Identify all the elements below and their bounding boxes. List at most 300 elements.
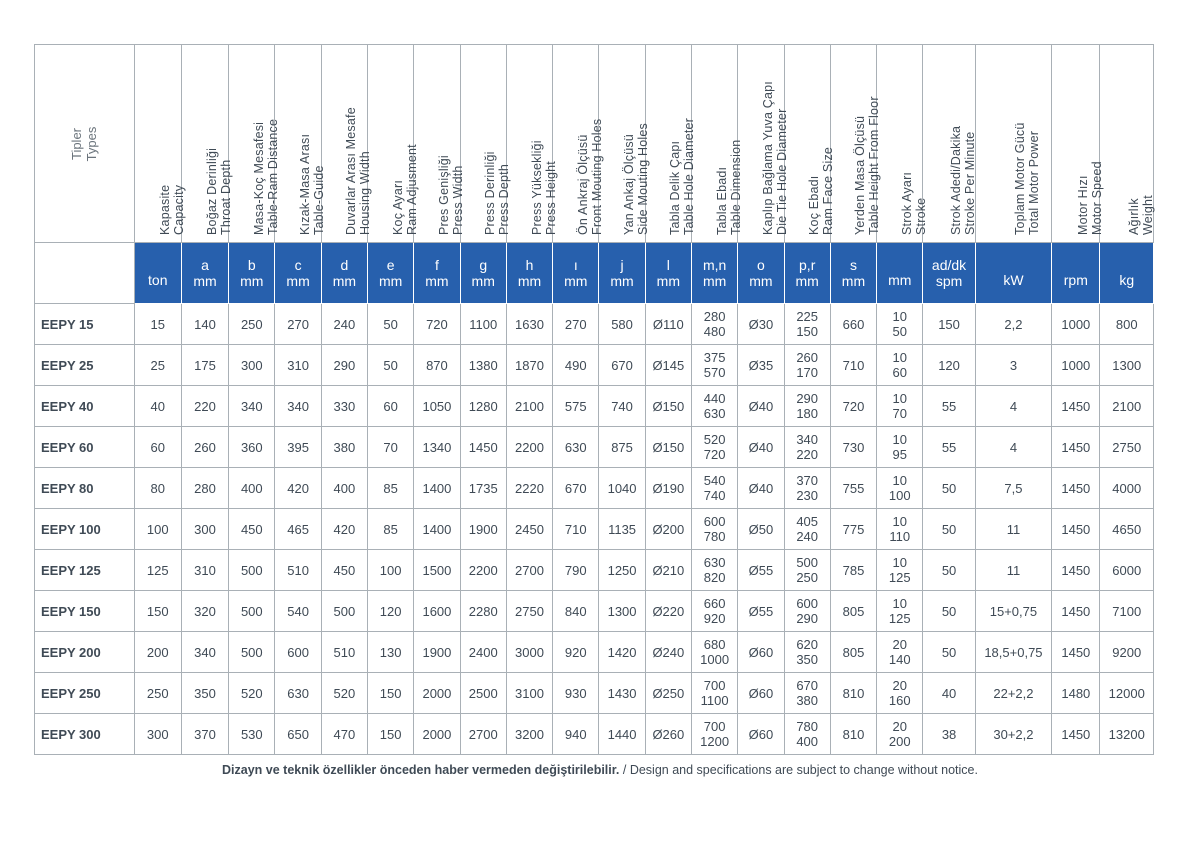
cell-line: 225 <box>796 309 819 324</box>
table-cell: 50 <box>368 345 414 386</box>
cell-line: 700 <box>703 719 726 734</box>
model-name: EEPY 40 <box>35 386 135 427</box>
table-cell: 630 <box>553 427 599 468</box>
unit-symbol: m,n <box>702 257 727 273</box>
table-cell: 22+2,2 <box>975 673 1051 714</box>
unit-name: mm <box>193 273 217 289</box>
cell-line: 125 <box>888 611 911 626</box>
table-cell: 510 <box>275 550 321 591</box>
table-cell: 50 <box>923 468 975 509</box>
table-cell: 510 <box>321 632 367 673</box>
table-cell: 4650 <box>1100 509 1154 550</box>
table-cell: 60 <box>134 427 181 468</box>
table-cell: Ø40 <box>738 468 784 509</box>
table-cell: Ø150 <box>645 427 691 468</box>
column-header-en: Side Mouting Holes <box>636 123 651 235</box>
column-header <box>1100 45 1154 243</box>
cell-line: 400 <box>796 734 819 749</box>
table-cell: 2750 <box>506 591 552 632</box>
cell-line: 125 <box>888 570 911 585</box>
column-header-tr: Boğaz Derinliği <box>205 147 220 235</box>
table-cell: 9200 <box>1100 632 1154 673</box>
table-cell: 1450 <box>1052 427 1100 468</box>
table-cell: 1600 <box>414 591 460 632</box>
unit-name: spm <box>935 273 963 289</box>
table-cell: 730 <box>830 427 876 468</box>
table-cell <box>784 591 830 632</box>
table-cell: 340 <box>181 632 228 673</box>
column-header-tr: Toplam Motor Gücü <box>1013 122 1028 235</box>
table-cell: 85 <box>368 509 414 550</box>
table-cell: 2700 <box>460 714 506 755</box>
unit-cell <box>460 243 506 304</box>
table-cell <box>691 345 737 386</box>
table-cell: 650 <box>275 714 321 755</box>
cell-line: 230 <box>796 488 819 503</box>
table-cell: 805 <box>830 591 876 632</box>
footnote-tr: Dizayn ve teknik özellikler önceden haber vermeden değiştirilebilir. <box>222 763 620 777</box>
table-cell: 3200 <box>506 714 552 755</box>
cell-line: 440 <box>703 391 726 406</box>
table-cell: 2280 <box>460 591 506 632</box>
table-cell: 220 <box>181 386 228 427</box>
table-cell: 3 <box>975 345 1051 386</box>
unit-symbol: s <box>849 257 857 273</box>
cell-line: 1000 <box>700 652 730 667</box>
table-cell: 40 <box>923 673 975 714</box>
table-cell: 1870 <box>506 345 552 386</box>
unit-cell <box>1052 243 1100 304</box>
unit-symbol: ad/dk <box>931 257 967 273</box>
table-cell <box>691 632 737 673</box>
table-cell: 1430 <box>599 673 645 714</box>
table-row <box>35 550 1154 591</box>
column-header-en: Press Width <box>450 165 465 235</box>
table-cell: Ø190 <box>645 468 691 509</box>
column-header-en: Press Height <box>543 161 558 235</box>
table-row <box>35 509 1154 550</box>
table-cell: 740 <box>599 386 645 427</box>
table-cell: Ø35 <box>738 345 784 386</box>
unit-name: mm <box>795 273 819 289</box>
cell-line: 540 <box>703 473 726 488</box>
table-cell: 85 <box>368 468 414 509</box>
table-cell: 1250 <box>599 550 645 591</box>
table-cell: 600 <box>275 632 321 673</box>
table-cell <box>691 591 737 632</box>
column-header-en: Die Tie Hole Diameter <box>774 108 789 235</box>
column-header <box>923 45 978 243</box>
table-cell: 810 <box>830 673 876 714</box>
table-cell: 875 <box>599 427 645 468</box>
table-cell: 270 <box>553 304 599 345</box>
table-row <box>35 591 1154 632</box>
table-cell <box>784 673 830 714</box>
cell-line: 10 <box>892 514 907 529</box>
table-cell: 300 <box>229 345 275 386</box>
table-cell <box>784 427 830 468</box>
unit-name: mm <box>702 273 727 289</box>
footnote <box>0 763 1200 777</box>
column-header-en: Front Mouting Holes <box>589 118 604 235</box>
table-cell: 710 <box>553 509 599 550</box>
table-cell: 1450 <box>1052 591 1100 632</box>
table-cell: Ø220 <box>645 591 691 632</box>
table-cell: 80 <box>134 468 181 509</box>
unit-symbol: d <box>340 257 349 273</box>
table-cell: 720 <box>830 386 876 427</box>
table-cell: 660 <box>830 304 876 345</box>
column-header-tr: Koç Ayarı <box>390 179 405 235</box>
unit-name: mm <box>749 273 773 289</box>
table-cell: 785 <box>830 550 876 591</box>
table-cell: 540 <box>275 591 321 632</box>
table-cell <box>877 345 923 386</box>
column-header-en: Ram Adjusment <box>404 144 419 235</box>
table-cell: 940 <box>553 714 599 755</box>
table-cell: 1450 <box>1052 386 1100 427</box>
unit-cell <box>784 243 830 304</box>
column-header <box>414 45 465 243</box>
cell-line: 700 <box>703 678 726 693</box>
table-cell: Ø40 <box>738 386 784 427</box>
table-cell: 15+0,75 <box>975 591 1051 632</box>
table-cell: Ø110 <box>645 304 691 345</box>
cell-line: 1200 <box>700 734 730 749</box>
column-header-tr: Yan Ankaj Ölçüsü <box>622 134 637 235</box>
table-cell: 6000 <box>1100 550 1154 591</box>
table-cell: 130 <box>368 632 414 673</box>
cell-line: 520 <box>703 432 726 447</box>
table-row <box>35 673 1154 714</box>
table-cell: 55 <box>923 427 975 468</box>
table-cell: 30+2,2 <box>975 714 1051 755</box>
table-cell: 670 <box>553 468 599 509</box>
column-header-tr: Strok Adedi/Dakika <box>949 125 964 235</box>
types-label-tr: Tipler <box>69 127 85 160</box>
column-header <box>738 45 789 243</box>
unit-cell <box>134 243 181 304</box>
units-row <box>35 243 1154 304</box>
table-cell: 55 <box>923 386 975 427</box>
table-cell <box>784 509 830 550</box>
cell-line: 260 <box>796 350 819 365</box>
table-cell <box>877 591 923 632</box>
table-cell: 1100 <box>460 304 506 345</box>
table-cell: 465 <box>275 509 321 550</box>
table-cell: 710 <box>830 345 876 386</box>
cell-line: 370 <box>796 473 819 488</box>
cell-line: 100 <box>888 488 911 503</box>
footnote-en: / Design and specifications are subject to change without notice. <box>619 763 978 777</box>
table-cell <box>784 632 830 673</box>
table-cell: Ø200 <box>645 509 691 550</box>
table-cell: 360 <box>229 427 275 468</box>
table-cell: 310 <box>181 550 228 591</box>
table-cell: 1900 <box>460 509 506 550</box>
table-cell: 2750 <box>1100 427 1154 468</box>
unit-name: mm <box>610 273 634 289</box>
unit-symbol: o <box>757 257 765 273</box>
cell-line: 150 <box>796 324 819 339</box>
column-header-en: Weight <box>1140 195 1155 235</box>
table-cell: 150 <box>368 714 414 755</box>
table-cell: 450 <box>229 509 275 550</box>
model-name: EEPY 100 <box>35 509 135 550</box>
unit-cell <box>1100 243 1154 304</box>
cell-line: 820 <box>703 570 726 585</box>
table-cell: 3000 <box>506 632 552 673</box>
cell-line: 1100 <box>700 693 729 708</box>
table-cell: Ø150 <box>645 386 691 427</box>
table-cell: 400 <box>229 468 275 509</box>
column-header <box>784 45 836 243</box>
header-row <box>35 45 1154 243</box>
unit-cell <box>275 243 321 304</box>
unit-cell <box>368 243 414 304</box>
table-cell: 2100 <box>506 386 552 427</box>
cell-line: 720 <box>703 447 726 462</box>
column-header <box>599 45 651 243</box>
unit-cell <box>553 243 599 304</box>
table-cell <box>784 304 830 345</box>
unit-name: mm <box>286 273 310 289</box>
table-cell: 755 <box>830 468 876 509</box>
cell-line: 170 <box>796 365 819 380</box>
cell-line: 405 <box>796 514 819 529</box>
table-cell: 1450 <box>1052 509 1100 550</box>
column-header <box>830 45 882 243</box>
column-header <box>134 45 186 243</box>
table-cell: 50 <box>923 591 975 632</box>
table-cell: 400 <box>321 468 367 509</box>
unit-cell <box>877 243 923 304</box>
column-header-en: Table Height From Floor <box>867 96 882 235</box>
column-header-tr: Strok Ayarı <box>899 171 914 235</box>
table-cell: 2000 <box>414 673 460 714</box>
table-cell: Ø60 <box>738 714 784 755</box>
column-header <box>275 45 327 243</box>
table-cell: 50 <box>923 550 975 591</box>
cell-line: 480 <box>703 324 726 339</box>
unit-name: mm <box>656 273 680 289</box>
model-name: EEPY 200 <box>35 632 135 673</box>
table-cell: 280 <box>181 468 228 509</box>
column-header-en: Press Depth <box>497 164 512 235</box>
model-name: EEPY 150 <box>35 591 135 632</box>
column-header-tr: Kızak-Masa Arası <box>298 133 313 235</box>
cell-line: 600 <box>703 514 726 529</box>
table-cell <box>691 304 737 345</box>
column-header <box>460 45 512 243</box>
table-cell: 1000 <box>1052 345 1100 386</box>
column-header-tr: Koç Ebadı <box>807 175 822 235</box>
column-header-tr: Tabla Ebadı <box>714 166 729 235</box>
unit-symbol: a <box>201 257 209 273</box>
cell-line: 570 <box>703 365 726 380</box>
unit-cell <box>181 243 228 304</box>
unit-name: kg <box>1119 272 1135 288</box>
unit-name: mm <box>378 273 403 289</box>
table-body <box>35 304 1154 755</box>
cell-line: 620 <box>796 637 819 652</box>
column-header-tr: Press Derinliği <box>483 151 498 235</box>
table-cell <box>784 550 830 591</box>
unit-cell <box>738 243 784 304</box>
column-header <box>1052 45 1104 243</box>
table-cell: 7100 <box>1100 591 1154 632</box>
column-header <box>877 45 928 243</box>
cell-line: 290 <box>796 391 819 406</box>
table-cell: 1300 <box>599 591 645 632</box>
model-name: EEPY 25 <box>35 345 135 386</box>
table-cell: 38 <box>923 714 975 755</box>
table-cell: 270 <box>275 304 321 345</box>
table-cell: 2700 <box>506 550 552 591</box>
unit-symbol: j <box>620 257 624 273</box>
cell-line: 680 <box>703 637 726 652</box>
table-row <box>35 714 1154 755</box>
table-cell: 150 <box>923 304 975 345</box>
unit-name: mm <box>425 273 449 289</box>
cell-line: 920 <box>703 611 726 626</box>
table-cell: 140 <box>181 304 228 345</box>
unit-name: mm <box>240 273 264 289</box>
table-cell: 290 <box>321 345 367 386</box>
unit-symbol: c <box>294 257 302 273</box>
table-cell: 1400 <box>414 468 460 509</box>
cell-line: 290 <box>796 611 819 626</box>
unit-name: kW <box>1003 272 1024 288</box>
column-header <box>181 45 234 243</box>
table-cell: 50 <box>923 509 975 550</box>
table-cell <box>691 550 737 591</box>
cell-line: 110 <box>889 529 911 544</box>
cell-line: 220 <box>796 447 819 462</box>
table-cell: 100 <box>368 550 414 591</box>
column-header-en: Table-Guide <box>312 165 327 235</box>
table-cell: 575 <box>553 386 599 427</box>
table-cell <box>877 468 923 509</box>
table-row <box>35 468 1154 509</box>
table-cell: 800 <box>1100 304 1154 345</box>
table-cell: 1440 <box>599 714 645 755</box>
table-cell: Ø60 <box>738 632 784 673</box>
model-name: EEPY 300 <box>35 714 135 755</box>
table-cell: Ø55 <box>738 550 784 591</box>
column-header-en: Motor Speed <box>1089 161 1104 235</box>
table-cell: 1735 <box>460 468 506 509</box>
table-cell: 15 <box>134 304 181 345</box>
units-blank-cell <box>35 243 135 304</box>
table-cell: 250 <box>134 673 181 714</box>
table-cell: 450 <box>321 550 367 591</box>
model-name: EEPY 250 <box>35 673 135 714</box>
table-cell <box>691 427 737 468</box>
table-cell: 670 <box>599 345 645 386</box>
table-cell: 1340 <box>414 427 460 468</box>
cell-line: 10 <box>892 555 907 570</box>
column-header-tr: Ön Ankraj Ölçüsü <box>575 134 590 235</box>
unit-name: mm <box>471 273 495 289</box>
column-header-en: Stroke Per Minute <box>963 131 978 235</box>
table-cell <box>877 304 923 345</box>
table-cell: Ø50 <box>738 509 784 550</box>
unit-symbol: e <box>386 257 395 273</box>
table-cell: 4 <box>975 386 1051 427</box>
unit-name: rpm <box>1063 272 1088 288</box>
model-name: EEPY 15 <box>35 304 135 345</box>
table-cell: 630 <box>275 673 321 714</box>
table-cell: 395 <box>275 427 321 468</box>
model-name: EEPY 60 <box>35 427 135 468</box>
table-row <box>35 345 1154 386</box>
table-cell: 4 <box>975 427 1051 468</box>
cell-line: 340 <box>796 432 819 447</box>
cell-line: 10 <box>892 391 907 406</box>
table-cell: Ø60 <box>738 673 784 714</box>
model-name: EEPY 125 <box>35 550 135 591</box>
column-header <box>553 45 604 243</box>
column-header-tr: Kaplıp Bağlama Yuva Çapı <box>760 81 775 235</box>
column-header <box>691 45 743 243</box>
table-cell: 1135 <box>599 509 645 550</box>
table-cell: 2100 <box>1100 386 1154 427</box>
cell-line: 630 <box>703 555 726 570</box>
table-row <box>35 632 1154 673</box>
table-cell: 2400 <box>460 632 506 673</box>
unit-name: mm <box>332 273 357 289</box>
table-cell <box>877 550 923 591</box>
cell-line: 160 <box>888 693 911 708</box>
column-header-en: Capacity <box>171 184 186 235</box>
column-header-tr: Masa-Koç Mesafesi <box>251 121 266 235</box>
table-cell: 775 <box>830 509 876 550</box>
table-cell <box>784 468 830 509</box>
table-cell <box>877 509 923 550</box>
unit-cell <box>830 243 876 304</box>
table-cell: 1450 <box>1052 632 1100 673</box>
table-cell <box>691 714 737 755</box>
unit-symbol: f <box>434 257 439 273</box>
table-cell: 380 <box>321 427 367 468</box>
table-cell: 12000 <box>1100 673 1154 714</box>
cell-line: 240 <box>796 529 819 544</box>
table-cell: 530 <box>229 714 275 755</box>
table-cell: 420 <box>275 468 321 509</box>
cell-line: 95 <box>892 447 907 462</box>
table-cell <box>877 632 923 673</box>
table-cell: 1040 <box>599 468 645 509</box>
table-cell: 11 <box>975 550 1051 591</box>
table-cell: 370 <box>181 714 228 755</box>
table-cell: 25 <box>134 345 181 386</box>
table-cell: 2000 <box>414 714 460 755</box>
unit-cell <box>923 243 975 304</box>
table-cell: 2450 <box>506 509 552 550</box>
table-cell: Ø250 <box>645 673 691 714</box>
table-cell: 7,5 <box>975 468 1051 509</box>
column-header <box>229 45 280 243</box>
table-cell: 580 <box>599 304 645 345</box>
cell-line: 10 <box>892 473 907 488</box>
column-header-tr: Motor Hızı <box>1075 175 1090 235</box>
column-header-tr: Yerden Masa Ölçüsü <box>853 115 868 235</box>
table-cell: 520 <box>321 673 367 714</box>
unit-cell <box>691 243 737 304</box>
table-cell: 18,5+0,75 <box>975 632 1051 673</box>
table-cell: 1380 <box>460 345 506 386</box>
